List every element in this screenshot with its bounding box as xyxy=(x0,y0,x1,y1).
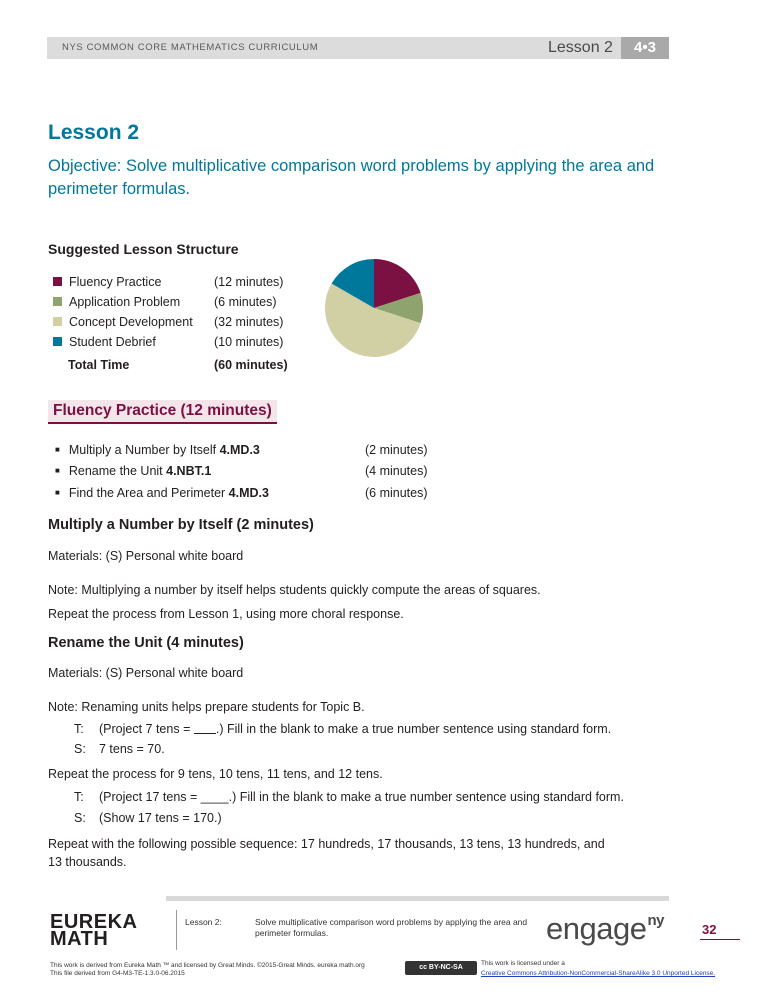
license-line: This work is licensed under a xyxy=(481,960,565,967)
legend-item-fluency xyxy=(53,272,161,292)
note-text: Note: Renaming units helps prepare students for Topic B. xyxy=(48,700,365,714)
dialogue-line xyxy=(99,722,611,736)
materials-text: Materials: (S) Personal white board xyxy=(48,666,244,680)
page-number-rule xyxy=(700,939,740,940)
repeat-text: Repeat the process from Lesson 1, using more choral response. xyxy=(48,607,404,621)
legend-swatch xyxy=(53,277,62,286)
logo-text: EUREKA xyxy=(50,911,138,933)
fluency-practice-heading: Fluency Practice (12 minutes) xyxy=(48,400,277,424)
legend-minutes: (12 minutes) xyxy=(214,275,284,289)
legend-label: Concept Development xyxy=(69,315,193,329)
engageny-logo xyxy=(546,911,664,947)
legend-item-debrief xyxy=(53,332,156,352)
fluency-item-text: Rename the Unit xyxy=(68,464,167,478)
legend-swatch xyxy=(53,317,62,326)
total-time-label: Total Time xyxy=(68,358,130,372)
legend-item-application xyxy=(53,292,180,312)
fluency-item-minutes: (2 minutes) xyxy=(365,443,428,457)
license-text xyxy=(481,959,715,979)
dialogue-text: (Show 17 tens = 170.) xyxy=(99,811,222,825)
legend-swatch xyxy=(53,297,62,306)
header-lesson-label: Lesson 2 xyxy=(548,39,613,56)
attribution-line: This work is derived from Eureka Math ™ and licensed by Great Minds. ©2015-Great Minds. eureka math.org xyxy=(50,962,365,969)
dialogue-text: .) Fill in the blank to make a true number sentence using standard form. xyxy=(215,722,612,736)
attribution-line: This file derived from G4-M3-TE-1.3.0-06.2015 xyxy=(50,970,185,977)
fluency-item-standard: 4.NBT.1 xyxy=(166,464,212,478)
legend-label: Student Debrief xyxy=(69,335,156,349)
legend-item-concept xyxy=(53,312,193,332)
repeat-text: Repeat with the following possible sequence: 17 hundreds, 17 thousands, 13 tens, 13 hundreds, and xyxy=(48,837,605,851)
fluency-item xyxy=(55,443,260,457)
module-badge: 4•3 xyxy=(621,37,669,59)
materials-text: Materials: (S) Personal white board xyxy=(48,549,244,563)
bullet-icon: ■ xyxy=(55,445,60,454)
repeat-text-continued: 13 thousands. xyxy=(48,855,127,869)
legend-swatch xyxy=(53,337,62,346)
lesson-structure-pie-chart xyxy=(322,256,426,360)
footer-attribution xyxy=(50,962,365,978)
dialogue-speaker: S: xyxy=(74,811,86,825)
lesson-title: Lesson 2 xyxy=(48,121,140,144)
page-number: 32 xyxy=(702,922,717,937)
curriculum-label: NYS COMMON CORE MATHEMATICS CURRICULUM xyxy=(62,42,319,53)
logo-text: engage xyxy=(546,911,647,946)
bullet-icon: ■ xyxy=(55,488,60,497)
dialogue-speaker: S: xyxy=(74,742,86,756)
eureka-math-logo xyxy=(50,911,138,950)
fluency-item xyxy=(55,464,211,478)
logo-text: ny xyxy=(647,912,664,929)
fluency-item xyxy=(55,486,269,500)
legend-minutes: (10 minutes) xyxy=(214,335,284,349)
dialogue-text: 7 tens = 70. xyxy=(99,742,165,756)
dialogue-speaker: T: xyxy=(74,722,84,736)
bullet-icon: ■ xyxy=(55,466,60,475)
fluency-item-minutes: (6 minutes) xyxy=(365,486,428,500)
repeat-text: Repeat the process for 9 tens, 10 tens, 11 tens, and 12 tens. xyxy=(48,767,383,781)
fluency-item-text: Find the Area and Perimeter xyxy=(68,486,229,500)
dialogue-text: (Project 17 tens = ____.) Fill in the blank to make a true number sentence using standard form. xyxy=(99,790,624,804)
dialogue-text: (Project 7 tens = xyxy=(99,722,194,736)
fluency-item-text: Multiply a Number by Itself xyxy=(68,443,220,457)
note-text: Note: Multiplying a number by itself helps students quickly compute the areas of squares. xyxy=(48,583,541,597)
logo-text: MATH xyxy=(50,928,109,950)
structure-heading: Suggested Lesson Structure xyxy=(48,241,239,257)
footer-description: Solve multiplicative comparison word problems by applying the area and perimeter formulas. xyxy=(255,917,528,938)
legend-minutes: (6 minutes) xyxy=(214,295,277,309)
lesson-objective: Objective: Solve multiplicative comparison word problems by applying the area and perimeter formulas. xyxy=(48,157,655,198)
legend-minutes: (32 minutes) xyxy=(214,315,284,329)
section-heading-multiply: Multiply a Number by Itself (2 minutes) xyxy=(48,517,314,533)
footer-divider xyxy=(176,910,177,950)
dialogue-speaker: T: xyxy=(74,790,84,804)
fluency-item-standard: 4.MD.3 xyxy=(228,486,269,500)
total-time-value: (60 minutes) xyxy=(214,358,288,372)
legend-label: Application Problem xyxy=(69,295,181,309)
section-heading-rename: Rename the Unit (4 minutes) xyxy=(48,635,244,651)
footer-lesson-label: Lesson 2: xyxy=(185,917,222,927)
fluency-item-minutes: (4 minutes) xyxy=(365,464,428,478)
cc-license-badge-icon: cc BY-NC-SA xyxy=(405,961,477,975)
legend-label: Fluency Practice xyxy=(69,275,162,289)
footer-rule xyxy=(166,896,669,901)
license-link[interactable]: Creative Commons Attribution-NonCommercial-ShareAlike 3.0 Unported License. xyxy=(481,970,716,977)
fluency-item-standard: 4.MD.3 xyxy=(219,443,260,457)
blank-line xyxy=(194,722,216,734)
